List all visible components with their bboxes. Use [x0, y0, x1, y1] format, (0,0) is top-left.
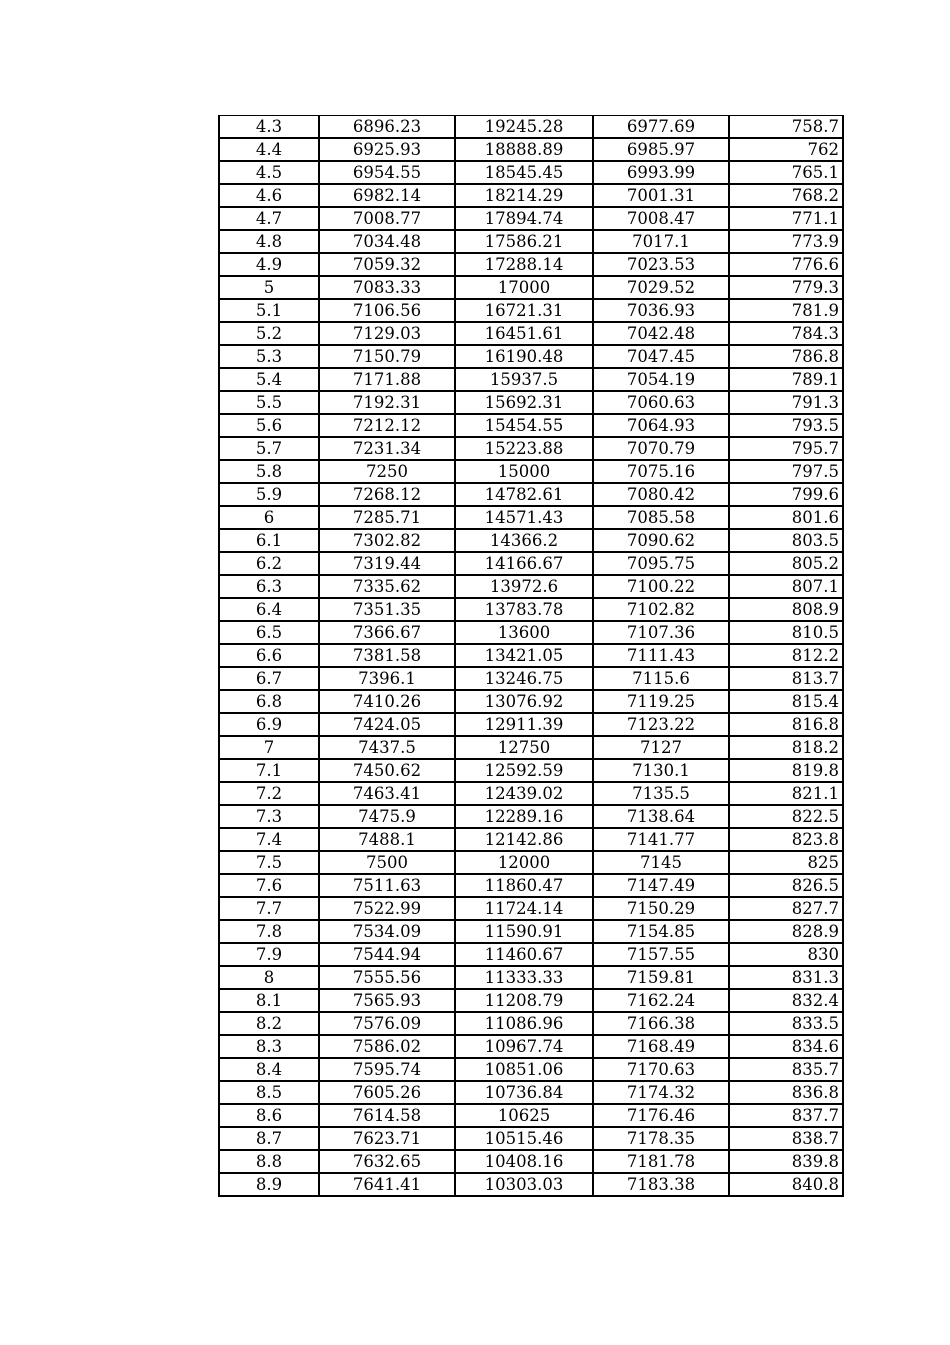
value-c-cell: 7150.29 [593, 897, 729, 920]
value-b-cell: 12911.39 [455, 713, 593, 736]
value-a-cell: 7059.32 [319, 253, 455, 276]
value-b-cell: 11860.47 [455, 874, 593, 897]
table-row [219, 184, 843, 207]
value-b-cell: 11590.91 [455, 920, 593, 943]
param-cell: 5.3 [219, 345, 319, 368]
value-a-cell: 6954.55 [319, 161, 455, 184]
value-d-cell: 838.7 [729, 1127, 843, 1150]
table-row [219, 460, 843, 483]
value-c-cell: 7141.77 [593, 828, 729, 851]
value-d-cell: 773.9 [729, 230, 843, 253]
value-a-cell: 7511.63 [319, 874, 455, 897]
value-c-cell: 7042.48 [593, 322, 729, 345]
value-d-cell: 813.7 [729, 667, 843, 690]
param-cell: 4.3 [219, 116, 319, 139]
value-b-cell: 12439.02 [455, 782, 593, 805]
param-cell: 6.8 [219, 690, 319, 713]
value-c-cell: 7111.43 [593, 644, 729, 667]
value-c-cell: 7130.1 [593, 759, 729, 782]
value-a-cell: 7129.03 [319, 322, 455, 345]
table-row [219, 782, 843, 805]
param-cell: 8.2 [219, 1012, 319, 1035]
value-b-cell: 17894.74 [455, 207, 593, 230]
value-b-cell: 16721.31 [455, 299, 593, 322]
table-row [219, 207, 843, 230]
table-row [219, 943, 843, 966]
value-b-cell: 16190.48 [455, 345, 593, 368]
param-cell: 4.6 [219, 184, 319, 207]
value-b-cell: 13076.92 [455, 690, 593, 713]
value-c-cell: 7029.52 [593, 276, 729, 299]
param-cell: 7.7 [219, 897, 319, 920]
table-row [219, 828, 843, 851]
value-c-cell: 6993.99 [593, 161, 729, 184]
value-c-cell: 7127 [593, 736, 729, 759]
value-b-cell: 18545.45 [455, 161, 593, 184]
value-d-cell: 758.7 [729, 116, 843, 139]
value-b-cell: 17000 [455, 276, 593, 299]
value-a-cell: 7335.62 [319, 575, 455, 598]
value-a-cell: 7302.82 [319, 529, 455, 552]
table-row [219, 966, 843, 989]
value-b-cell: 15692.31 [455, 391, 593, 414]
value-c-cell: 7178.35 [593, 1127, 729, 1150]
value-d-cell: 779.3 [729, 276, 843, 299]
table-row [219, 713, 843, 736]
table-row [219, 1035, 843, 1058]
table-row [219, 575, 843, 598]
table-row [219, 1012, 843, 1035]
value-a-cell: 7522.99 [319, 897, 455, 920]
value-c-cell: 7176.46 [593, 1104, 729, 1127]
value-b-cell: 10303.03 [455, 1173, 593, 1196]
param-cell: 7.1 [219, 759, 319, 782]
value-b-cell: 14166.67 [455, 552, 593, 575]
param-cell: 4.7 [219, 207, 319, 230]
value-b-cell: 15454.55 [455, 414, 593, 437]
value-c-cell: 7001.31 [593, 184, 729, 207]
value-c-cell: 7166.38 [593, 1012, 729, 1035]
value-a-cell: 7410.26 [319, 690, 455, 713]
value-c-cell: 7090.62 [593, 529, 729, 552]
value-a-cell: 7555.56 [319, 966, 455, 989]
param-cell: 6.4 [219, 598, 319, 621]
value-d-cell: 839.8 [729, 1150, 843, 1173]
value-c-cell: 7070.79 [593, 437, 729, 460]
value-d-cell: 821.1 [729, 782, 843, 805]
value-c-cell: 7023.53 [593, 253, 729, 276]
param-cell: 7.3 [219, 805, 319, 828]
value-c-cell: 7115.6 [593, 667, 729, 690]
value-c-cell: 7085.58 [593, 506, 729, 529]
data-table [218, 115, 844, 1197]
table-row [219, 598, 843, 621]
table-row [219, 368, 843, 391]
table-row [219, 483, 843, 506]
table-row [219, 161, 843, 184]
value-c-cell: 7047.45 [593, 345, 729, 368]
param-cell: 4.9 [219, 253, 319, 276]
value-b-cell: 13783.78 [455, 598, 593, 621]
value-d-cell: 784.3 [729, 322, 843, 345]
param-cell: 8 [219, 966, 319, 989]
param-cell: 4.8 [219, 230, 319, 253]
table-row [219, 851, 843, 874]
value-d-cell: 826.5 [729, 874, 843, 897]
value-d-cell: 771.1 [729, 207, 843, 230]
param-cell: 6.3 [219, 575, 319, 598]
param-cell: 5.8 [219, 460, 319, 483]
value-d-cell: 776.6 [729, 253, 843, 276]
value-b-cell: 14366.2 [455, 529, 593, 552]
table-row [219, 1127, 843, 1150]
value-b-cell: 12592.59 [455, 759, 593, 782]
param-cell: 7 [219, 736, 319, 759]
value-d-cell: 762 [729, 138, 843, 161]
value-a-cell: 7171.88 [319, 368, 455, 391]
value-b-cell: 10408.16 [455, 1150, 593, 1173]
param-cell: 5.4 [219, 368, 319, 391]
param-cell: 7.9 [219, 943, 319, 966]
value-c-cell: 7174.32 [593, 1081, 729, 1104]
value-a-cell: 7250 [319, 460, 455, 483]
value-a-cell: 7614.58 [319, 1104, 455, 1127]
value-d-cell: 832.4 [729, 989, 843, 1012]
param-cell: 8.8 [219, 1150, 319, 1173]
param-cell: 8.7 [219, 1127, 319, 1150]
param-cell: 7.6 [219, 874, 319, 897]
value-a-cell: 7565.93 [319, 989, 455, 1012]
value-a-cell: 7544.94 [319, 943, 455, 966]
value-c-cell: 7017.1 [593, 230, 729, 253]
value-c-cell: 7135.5 [593, 782, 729, 805]
value-a-cell: 7605.26 [319, 1081, 455, 1104]
value-a-cell: 7586.02 [319, 1035, 455, 1058]
value-d-cell: 834.6 [729, 1035, 843, 1058]
table-row [219, 920, 843, 943]
value-d-cell: 797.5 [729, 460, 843, 483]
value-a-cell: 7534.09 [319, 920, 455, 943]
param-cell: 6.7 [219, 667, 319, 690]
param-cell: 5.5 [219, 391, 319, 414]
param-cell: 8.1 [219, 989, 319, 1012]
table-row [219, 253, 843, 276]
value-a-cell: 7106.56 [319, 299, 455, 322]
table-row [219, 1104, 843, 1127]
value-a-cell: 7632.65 [319, 1150, 455, 1173]
value-a-cell: 7150.79 [319, 345, 455, 368]
table-row [219, 552, 843, 575]
value-d-cell: 789.1 [729, 368, 843, 391]
value-a-cell: 7212.12 [319, 414, 455, 437]
value-b-cell: 12289.16 [455, 805, 593, 828]
value-c-cell: 7054.19 [593, 368, 729, 391]
value-d-cell: 818.2 [729, 736, 843, 759]
value-c-cell: 7147.49 [593, 874, 729, 897]
value-c-cell: 7036.93 [593, 299, 729, 322]
table-row [219, 299, 843, 322]
value-c-cell: 7008.47 [593, 207, 729, 230]
param-cell: 8.9 [219, 1173, 319, 1196]
value-d-cell: 819.8 [729, 759, 843, 782]
value-b-cell: 19245.28 [455, 116, 593, 139]
param-cell: 6.5 [219, 621, 319, 644]
value-c-cell: 7107.36 [593, 621, 729, 644]
value-b-cell: 10625 [455, 1104, 593, 1127]
value-b-cell: 11460.67 [455, 943, 593, 966]
value-b-cell: 13600 [455, 621, 593, 644]
param-cell: 5.1 [219, 299, 319, 322]
table-row [219, 391, 843, 414]
value-d-cell: 807.1 [729, 575, 843, 598]
value-a-cell: 6982.14 [319, 184, 455, 207]
param-cell: 8.5 [219, 1081, 319, 1104]
value-d-cell: 830 [729, 943, 843, 966]
table-row [219, 138, 843, 161]
value-b-cell: 13246.75 [455, 667, 593, 690]
param-cell: 6.9 [219, 713, 319, 736]
value-c-cell: 7154.85 [593, 920, 729, 943]
param-cell: 7.2 [219, 782, 319, 805]
value-c-cell: 7123.22 [593, 713, 729, 736]
value-a-cell: 7595.74 [319, 1058, 455, 1081]
value-c-cell: 6977.69 [593, 116, 729, 139]
value-d-cell: 840.8 [729, 1173, 843, 1196]
param-cell: 5.9 [219, 483, 319, 506]
value-c-cell: 7181.78 [593, 1150, 729, 1173]
value-d-cell: 815.4 [729, 690, 843, 713]
value-d-cell: 795.7 [729, 437, 843, 460]
table-row [219, 874, 843, 897]
value-d-cell: 791.3 [729, 391, 843, 414]
param-cell: 6.1 [219, 529, 319, 552]
value-d-cell: 835.7 [729, 1058, 843, 1081]
table-row [219, 1058, 843, 1081]
table-row [219, 989, 843, 1012]
table-row [219, 897, 843, 920]
value-a-cell: 7424.05 [319, 713, 455, 736]
value-b-cell: 15223.88 [455, 437, 593, 460]
value-c-cell: 7157.55 [593, 943, 729, 966]
value-c-cell: 6985.97 [593, 138, 729, 161]
value-c-cell: 7080.42 [593, 483, 729, 506]
value-a-cell: 7319.44 [319, 552, 455, 575]
value-d-cell: 793.5 [729, 414, 843, 437]
table-row [219, 1150, 843, 1173]
param-cell: 8.6 [219, 1104, 319, 1127]
param-cell: 7.8 [219, 920, 319, 943]
value-b-cell: 11333.33 [455, 966, 593, 989]
value-b-cell: 11086.96 [455, 1012, 593, 1035]
value-d-cell: 799.6 [729, 483, 843, 506]
param-cell: 7.5 [219, 851, 319, 874]
value-a-cell: 7381.58 [319, 644, 455, 667]
value-d-cell: 781.9 [729, 299, 843, 322]
value-a-cell: 7083.33 [319, 276, 455, 299]
table-row [219, 230, 843, 253]
param-cell: 6.6 [219, 644, 319, 667]
value-d-cell: 833.5 [729, 1012, 843, 1035]
table-row [219, 1173, 843, 1196]
value-c-cell: 7102.82 [593, 598, 729, 621]
value-a-cell: 7268.12 [319, 483, 455, 506]
value-a-cell: 7285.71 [319, 506, 455, 529]
table-row [219, 529, 843, 552]
value-d-cell: 765.1 [729, 161, 843, 184]
value-d-cell: 831.3 [729, 966, 843, 989]
table-row [219, 414, 843, 437]
value-c-cell: 7119.25 [593, 690, 729, 713]
value-c-cell: 7100.22 [593, 575, 729, 598]
param-cell: 4.4 [219, 138, 319, 161]
value-b-cell: 13972.6 [455, 575, 593, 598]
value-d-cell: 816.8 [729, 713, 843, 736]
value-a-cell: 7500 [319, 851, 455, 874]
table-body [219, 116, 843, 1197]
value-c-cell: 7145 [593, 851, 729, 874]
value-a-cell: 7576.09 [319, 1012, 455, 1035]
value-a-cell: 7351.35 [319, 598, 455, 621]
value-c-cell: 7162.24 [593, 989, 729, 1012]
value-d-cell: 786.8 [729, 345, 843, 368]
value-c-cell: 7060.63 [593, 391, 729, 414]
value-a-cell: 7034.48 [319, 230, 455, 253]
param-cell: 5.7 [219, 437, 319, 460]
param-cell: 6.2 [219, 552, 319, 575]
value-b-cell: 16451.61 [455, 322, 593, 345]
value-c-cell: 7064.93 [593, 414, 729, 437]
param-cell: 4.5 [219, 161, 319, 184]
table-row [219, 644, 843, 667]
table-row [219, 345, 843, 368]
value-b-cell: 12750 [455, 736, 593, 759]
table-row [219, 621, 843, 644]
value-c-cell: 7075.16 [593, 460, 729, 483]
value-a-cell: 7231.34 [319, 437, 455, 460]
table-row [219, 116, 843, 139]
value-d-cell: 801.6 [729, 506, 843, 529]
value-a-cell: 7488.1 [319, 828, 455, 851]
value-a-cell: 7396.1 [319, 667, 455, 690]
table-row [219, 736, 843, 759]
value-b-cell: 13421.05 [455, 644, 593, 667]
value-c-cell: 7095.75 [593, 552, 729, 575]
value-d-cell: 805.2 [729, 552, 843, 575]
table-row [219, 667, 843, 690]
value-b-cell: 17586.21 [455, 230, 593, 253]
value-a-cell: 6896.23 [319, 116, 455, 139]
value-d-cell: 828.9 [729, 920, 843, 943]
value-b-cell: 11208.79 [455, 989, 593, 1012]
value-b-cell: 10851.06 [455, 1058, 593, 1081]
value-d-cell: 837.7 [729, 1104, 843, 1127]
param-cell: 6 [219, 506, 319, 529]
table-row [219, 506, 843, 529]
param-cell: 7.4 [219, 828, 319, 851]
value-a-cell: 7437.5 [319, 736, 455, 759]
table-row [219, 805, 843, 828]
value-d-cell: 827.7 [729, 897, 843, 920]
value-b-cell: 15937.5 [455, 368, 593, 391]
value-c-cell: 7159.81 [593, 966, 729, 989]
value-b-cell: 14782.61 [455, 483, 593, 506]
value-a-cell: 7641.41 [319, 1173, 455, 1196]
table-row [219, 437, 843, 460]
value-d-cell: 803.5 [729, 529, 843, 552]
value-a-cell: 7450.62 [319, 759, 455, 782]
value-a-cell: 7008.77 [319, 207, 455, 230]
value-a-cell: 7463.41 [319, 782, 455, 805]
value-d-cell: 823.8 [729, 828, 843, 851]
table-row [219, 1081, 843, 1104]
value-a-cell: 6925.93 [319, 138, 455, 161]
value-b-cell: 12142.86 [455, 828, 593, 851]
value-b-cell: 10967.74 [455, 1035, 593, 1058]
value-b-cell: 11724.14 [455, 897, 593, 920]
value-b-cell: 10736.84 [455, 1081, 593, 1104]
value-d-cell: 768.2 [729, 184, 843, 207]
table-row [219, 322, 843, 345]
value-d-cell: 812.2 [729, 644, 843, 667]
table-row [219, 276, 843, 299]
param-cell: 5.2 [219, 322, 319, 345]
value-c-cell: 7138.64 [593, 805, 729, 828]
value-c-cell: 7183.38 [593, 1173, 729, 1196]
param-cell: 5.6 [219, 414, 319, 437]
value-d-cell: 822.5 [729, 805, 843, 828]
value-b-cell: 17288.14 [455, 253, 593, 276]
value-b-cell: 15000 [455, 460, 593, 483]
value-d-cell: 808.9 [729, 598, 843, 621]
value-c-cell: 7170.63 [593, 1058, 729, 1081]
table-row [219, 690, 843, 713]
param-cell: 8.3 [219, 1035, 319, 1058]
param-cell: 8.4 [219, 1058, 319, 1081]
value-a-cell: 7192.31 [319, 391, 455, 414]
param-cell: 5 [219, 276, 319, 299]
value-b-cell: 12000 [455, 851, 593, 874]
value-a-cell: 7366.67 [319, 621, 455, 644]
value-c-cell: 7168.49 [593, 1035, 729, 1058]
value-d-cell: 825 [729, 851, 843, 874]
value-b-cell: 10515.46 [455, 1127, 593, 1150]
value-d-cell: 836.8 [729, 1081, 843, 1104]
value-d-cell: 810.5 [729, 621, 843, 644]
value-b-cell: 14571.43 [455, 506, 593, 529]
value-a-cell: 7623.71 [319, 1127, 455, 1150]
value-b-cell: 18888.89 [455, 138, 593, 161]
value-b-cell: 18214.29 [455, 184, 593, 207]
table-row [219, 759, 843, 782]
value-a-cell: 7475.9 [319, 805, 455, 828]
